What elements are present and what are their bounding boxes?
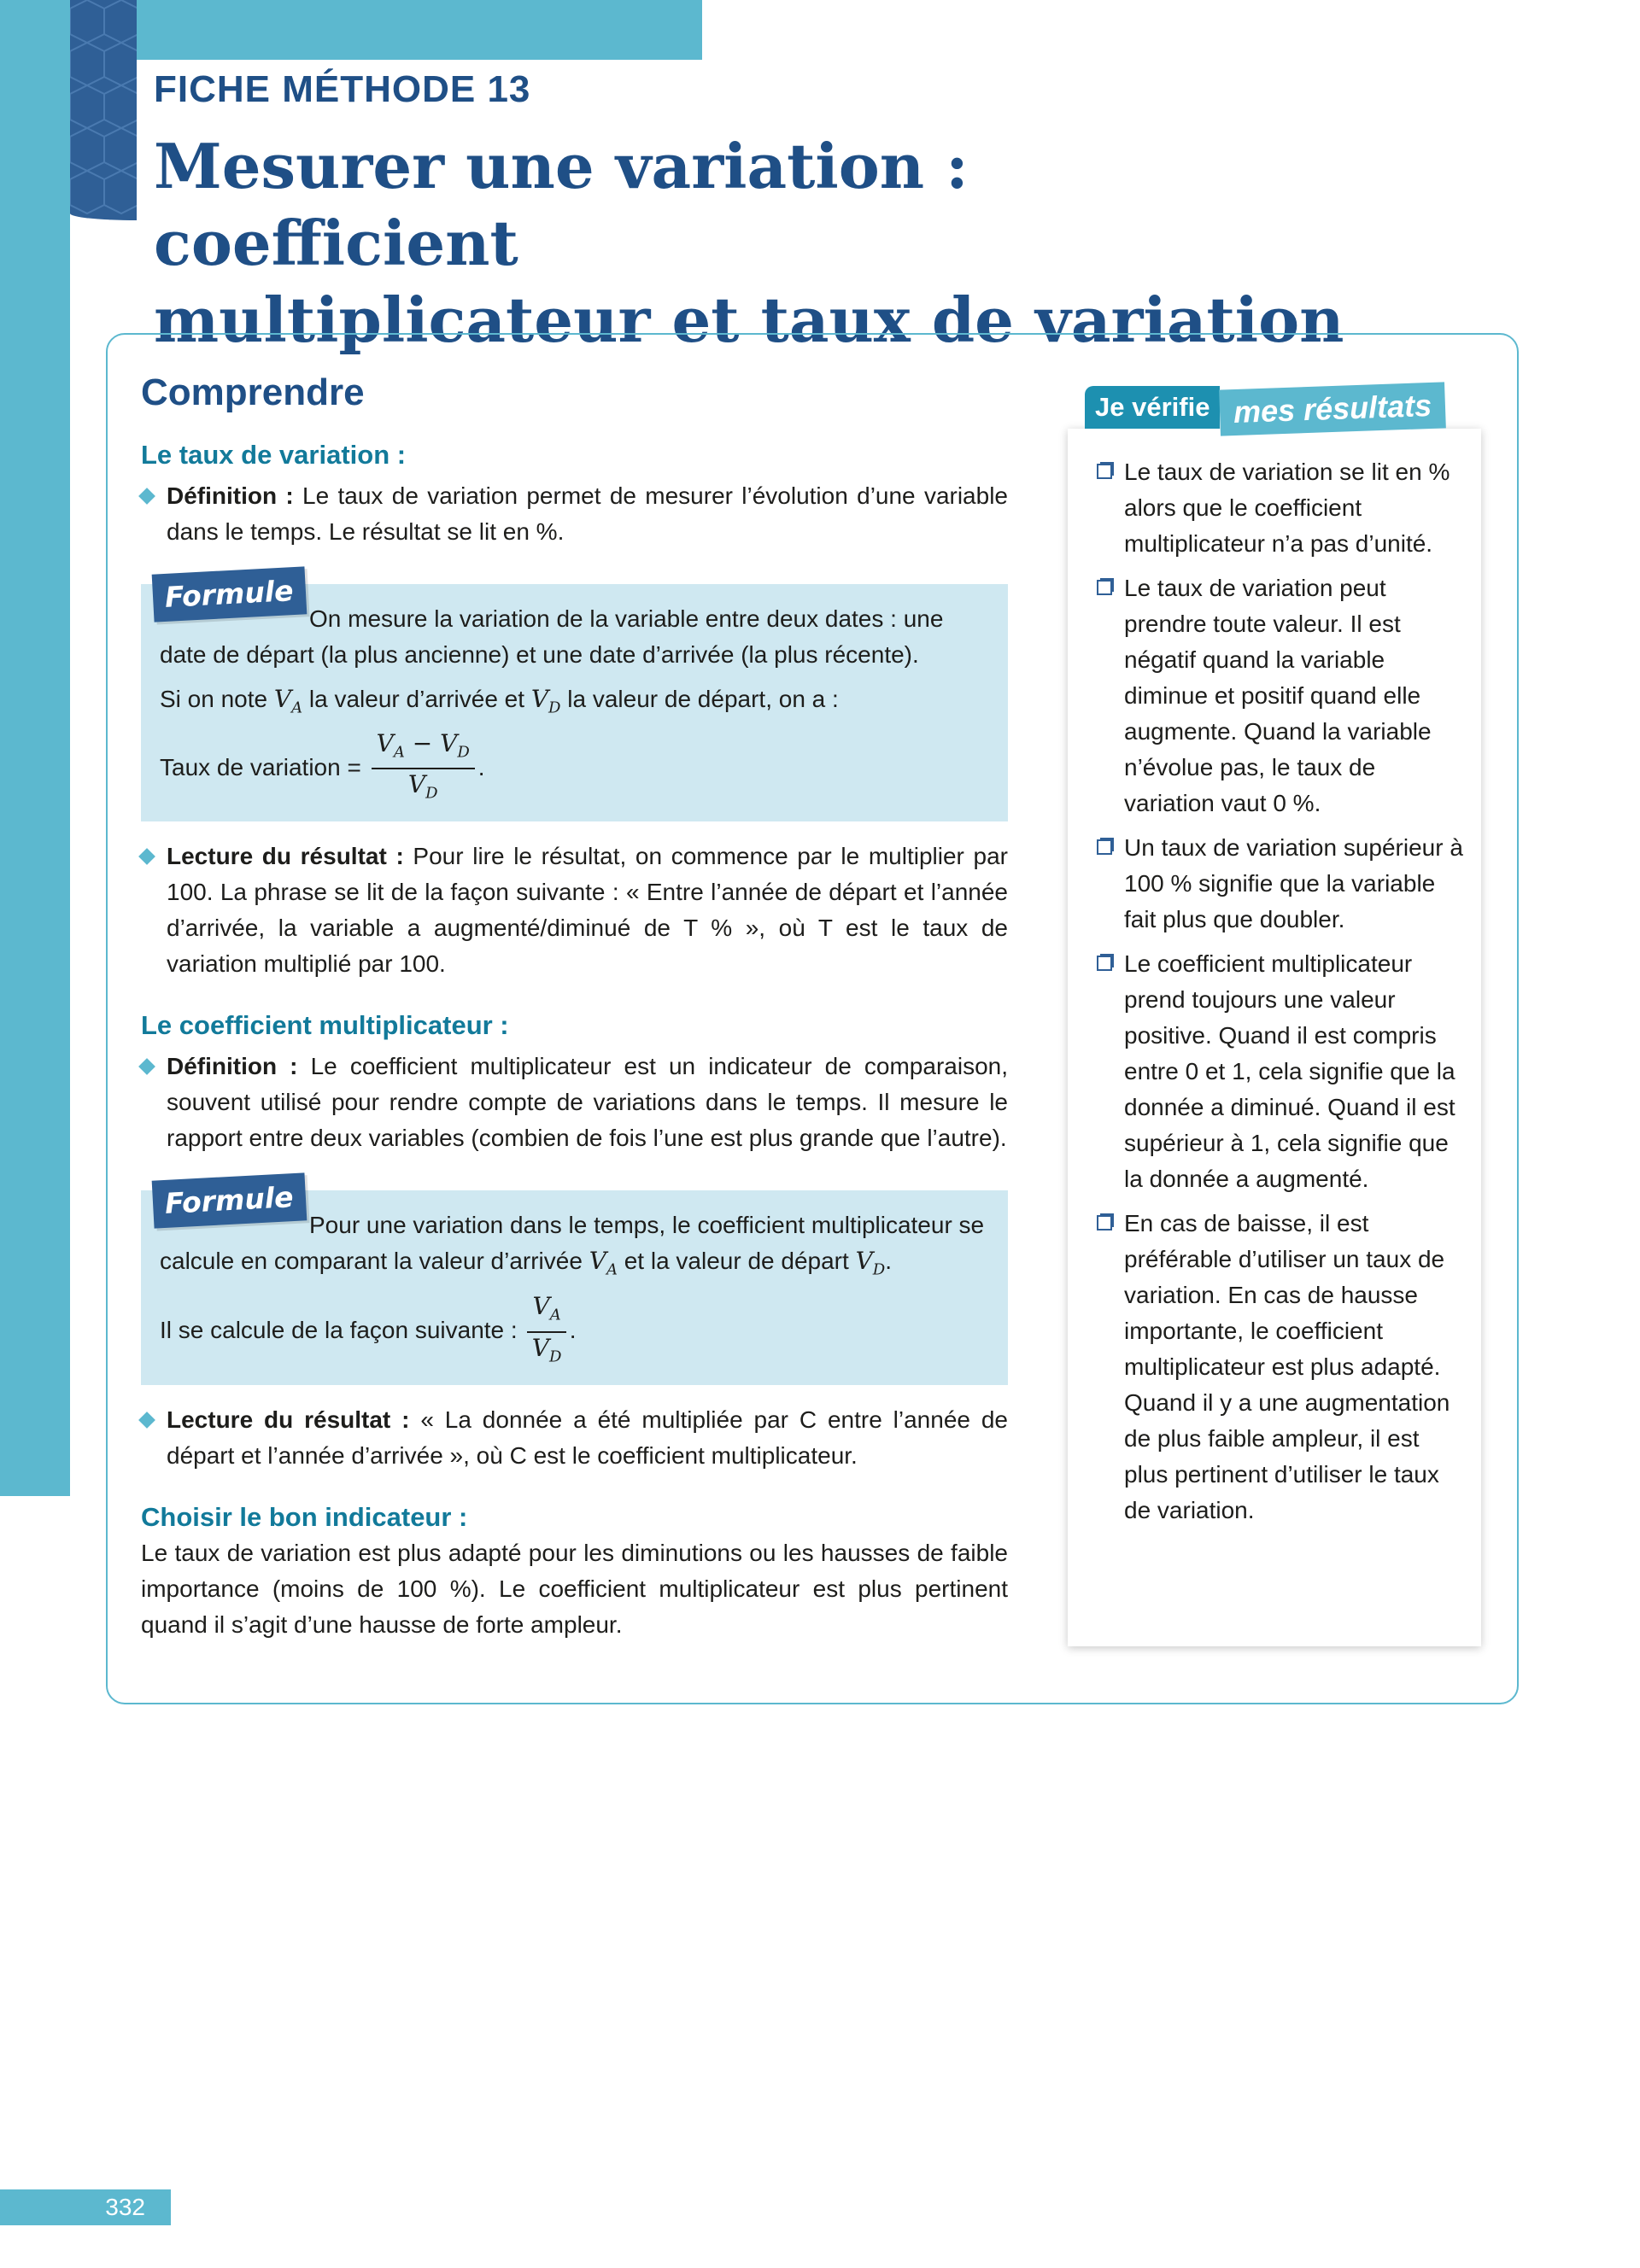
checkbox-icon — [1097, 580, 1112, 595]
sub-d: D — [872, 1260, 886, 1279]
section-title: Comprendre — [141, 371, 365, 413]
taux-def-text: Le taux de variation permet de mesurer l’évolution d’une variable dans le temps. Le résultat se lit en %. — [167, 482, 1008, 545]
list-item-text: Un taux de variation supérieur à 100 % signifie que la variable fait plus que doubler. — [1124, 834, 1463, 932]
sub-d: D — [548, 699, 561, 717]
coef-def-label: Définition : — [167, 1052, 298, 1079]
list-item — [1097, 1206, 1464, 1529]
diamond-bullet-icon — [138, 1058, 155, 1075]
var-v: V — [530, 685, 549, 713]
note-suffix: la valeur de départ, on a : — [567, 686, 839, 712]
coef-calc-label: Il se calcule de la façon suivante : — [160, 1317, 518, 1344]
sub-a: A — [549, 1306, 561, 1324]
period: . — [477, 753, 485, 780]
var-v: V — [532, 1292, 550, 1321]
taux-formula-box — [141, 574, 1008, 821]
period: . — [885, 1247, 893, 1274]
fiche-label: FICHE MÉTHODE 13 — [154, 68, 531, 110]
formula-tag: Formule — [152, 1172, 307, 1228]
choisir-heading: Choisir le bon indicateur : — [141, 1501, 468, 1532]
period: . — [569, 1317, 577, 1344]
sub-d: D — [425, 784, 438, 803]
taux-formula-line — [160, 728, 989, 810]
coef-lecture-label: Lecture du résultat : — [167, 1406, 410, 1433]
formula-tag: Formule — [152, 566, 307, 622]
list-item — [1097, 830, 1464, 938]
top-decor-band — [70, 0, 702, 60]
checkbox-icon — [1097, 1215, 1112, 1230]
taux-note-line — [160, 681, 989, 727]
sub-a: A — [606, 1260, 618, 1279]
sub-a: A — [291, 699, 303, 717]
var-v: V — [855, 1246, 873, 1275]
list-item — [1097, 570, 1464, 821]
list-item-text: Le coefficient multiplicateur prend toujours une valeur positive. Quand il est compris entre 0 et 1, cela signifie que la donnée a diminué. Quand il est supérieur à 1, cela signifie que la donnée a augmenté. — [1124, 950, 1456, 1192]
checkbox-icon — [1097, 956, 1112, 971]
verification-list — [1097, 454, 1464, 1537]
list-item — [1097, 454, 1464, 562]
var-v: V — [273, 685, 292, 713]
checkbox-icon — [1097, 464, 1112, 479]
coef-heading: Le coefficient multiplicateur : — [141, 1009, 509, 1040]
diamond-bullet-icon — [138, 848, 155, 865]
fraction-denominator — [372, 769, 475, 810]
taux-label: Taux de variation = — [160, 753, 361, 780]
var-v: V — [376, 728, 394, 757]
coef-formula-box — [141, 1179, 1008, 1385]
mes-resultats-tag: mes résultats — [1219, 382, 1446, 435]
var-vd — [855, 1246, 886, 1279]
coef-calc-line — [160, 1291, 989, 1372]
coef-fraction — [527, 1291, 565, 1372]
sub-a: A — [393, 743, 405, 762]
coef-lecture-text: « La donnée a été multipliée par C entre l’année de départ et l’année d’arrivée », où C est le coefficient multiplicateur. — [167, 1406, 1008, 1469]
diamond-bullet-icon — [138, 488, 155, 505]
note-prefix: Si on note — [160, 686, 268, 712]
taux-lecture-label: Lecture du résultat : — [167, 842, 404, 869]
hexagon-pattern-icon — [70, 0, 137, 220]
taux-formula-text: On mesure la variation de la variable entre deux dates : une date de départ (la plus ancienne) et une date d’arrivée (la plus récente). — [160, 605, 944, 668]
taux-lecture — [141, 839, 1008, 982]
sub-d: D — [457, 743, 470, 762]
coef-lecture — [141, 1402, 1008, 1474]
list-item-text: Le taux de variation peut prendre toute valeur. Il est négatif quand la variable diminue et positif quand elle augmente. Quand la variable n’évolue pas, le taux de variation vaut 0 %. — [1124, 575, 1432, 816]
taux-lecture-text: Pour lire le résultat, on commence par le multiplier par 100. La phrase se lit de la façon suivante : « Entre l’année de départ et l’année d’arrivée, la variable a augmenté/diminué de T % », où T est le taux de variation multiplié par 100. — [167, 842, 1008, 977]
hexagon-pattern-band — [70, 0, 137, 220]
page-number: 332 — [0, 2189, 171, 2225]
minus-sign: − — [404, 728, 441, 757]
list-item-text: En cas de baisse, il est préférable d’utiliser un taux de variation. En cas de hausse importante, le coefficient multiplicateur est plus adapté. Quand il y a une augmentation de plus faible ampleur, il est plus pertinent d’utiliser le taux de variation. — [1124, 1210, 1450, 1523]
var-va — [589, 1246, 618, 1279]
var-v: V — [589, 1246, 606, 1275]
note-mid: la valeur d’arrivée et — [308, 686, 525, 712]
coef-formula-text-2: et la valeur de départ — [624, 1247, 849, 1274]
var-v: V — [407, 770, 426, 799]
checkbox-icon — [1097, 839, 1112, 855]
coef-definition — [141, 1049, 1008, 1156]
fraction-numerator — [372, 728, 475, 770]
main-column — [141, 367, 1008, 1643]
taux-def-label: Définition : — [167, 482, 294, 509]
var-vd — [530, 685, 561, 717]
var-v: V — [531, 1333, 549, 1362]
coef-formula-text-1: Pour une variation dans le temps, le coefficient multiplicateur se calcule en comparant la valeur d’arrivée — [160, 1211, 985, 1274]
title-line-1: Mesurer une variation : coefficient — [154, 130, 969, 279]
coef-def-text: Le coefficient multiplicateur est un indicateur de comparaison, souvent utilisé pour rendre compte de variations dans le temps. Il mesure le rapport entre deux variables (combien de fois l’une est plus grande que l’autre). — [167, 1052, 1008, 1151]
page-title — [154, 128, 1350, 359]
fraction-denominator — [527, 1333, 565, 1373]
var-va — [273, 685, 303, 717]
taux-fraction — [372, 728, 475, 810]
je-verifie-tag: Je vérifie — [1085, 386, 1220, 429]
taux-definition — [141, 478, 1008, 550]
list-item — [1097, 946, 1464, 1197]
title-line-2: multiplicateur et taux de variation — [154, 284, 1344, 356]
var-v: V — [440, 728, 458, 757]
sub-d: D — [548, 1347, 562, 1366]
taux-heading: Le taux de variation : — [141, 440, 407, 470]
diamond-bullet-icon — [138, 1412, 155, 1429]
left-decor-band — [0, 0, 70, 1496]
fraction-numerator — [527, 1291, 565, 1333]
list-item-text: Le taux de variation se lit en % alors que le coefficient multiplicateur n’a pas d’unité. — [1124, 459, 1450, 557]
choisir-text: Le taux de variation est plus adapté pour les diminutions ou les hausses de faible importance (moins de 100 %). Le coefficient multiplicateur est plus pertinent quand il s’agit d’une hausse de forte ampleur. — [141, 1539, 1008, 1638]
